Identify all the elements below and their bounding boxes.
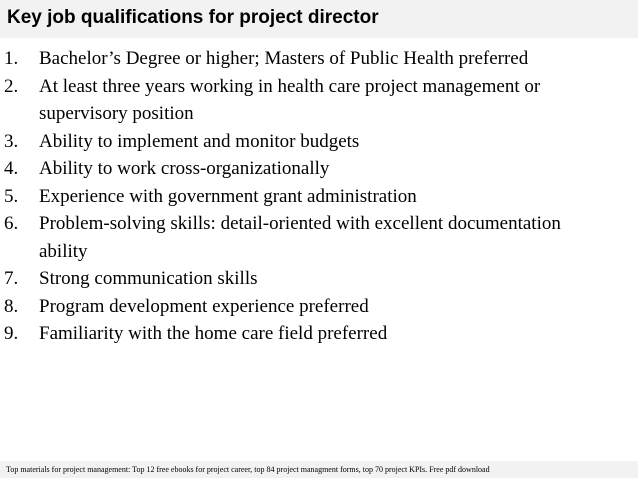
list-item — [0, 210, 600, 265]
list-item-number: 8. — [4, 295, 19, 317]
list-item-text: Familiarity with the home care field preferred — [39, 323, 388, 344]
list-item — [0, 265, 600, 293]
list-item-number: 7. — [4, 268, 19, 289]
list-item-text: Bachelor’s Degree or higher; Masters of Public Health preferred — [39, 48, 529, 69]
list-item — [0, 45, 600, 73]
list-item — [0, 155, 600, 183]
slide-title: Key job qualifications for project director — [7, 7, 379, 28]
list-item — [0, 183, 600, 211]
list-item — [0, 73, 600, 128]
list-item — [0, 128, 600, 156]
qualifications-list — [0, 45, 600, 348]
list-item-text: At least three years working in health care project management or supervisory position — [39, 75, 541, 124]
list-item — [0, 293, 600, 321]
list-item-number: 4. — [4, 158, 19, 179]
footer-strip — [0, 461, 638, 478]
list-item-number: 3. — [4, 130, 19, 152]
list-item-number: 2. — [4, 75, 19, 97]
list-item-number: 9. — [4, 323, 19, 344]
list-item-number: 1. — [4, 48, 19, 69]
list-item — [0, 320, 600, 348]
list-item-text: Ability to work cross-organizationally — [39, 158, 330, 179]
list-item-text: Experience with government grant administration — [39, 185, 417, 207]
list-item-text: Ability to implement and monitor budgets — [39, 130, 360, 152]
title-bar — [0, 0, 638, 38]
footer-text: Top materials for project management: Top 12 free ebooks for project career, top 84 project managment forms, top 70 project KPIs. Free pdf download — [6, 465, 490, 474]
list-item-text: Strong communication skills — [39, 268, 258, 289]
list-item-number: 5. — [4, 185, 19, 207]
list-item-text: Program development experience preferred — [39, 295, 369, 317]
list-item-text: Problem-solving skills: detail-oriented with excellent documentation ability — [39, 213, 561, 262]
list-item-number: 6. — [4, 213, 19, 234]
